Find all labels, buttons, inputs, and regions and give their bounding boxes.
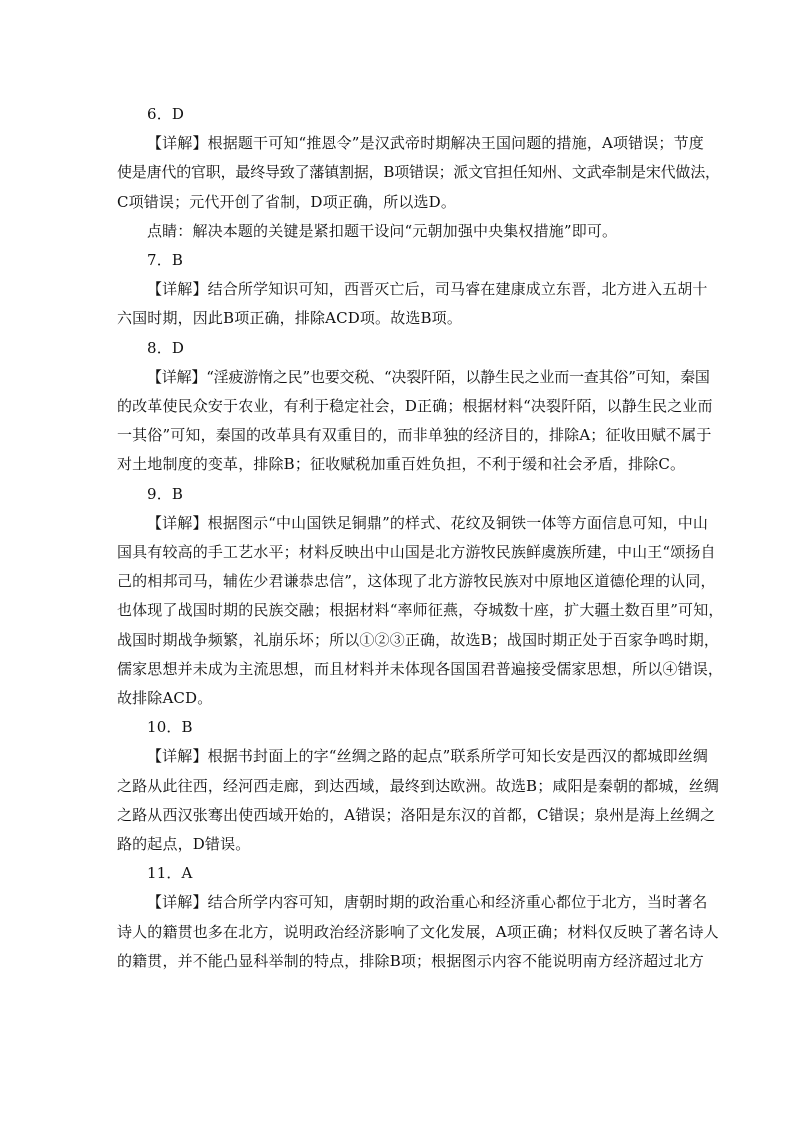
- explanation-line: 之路从此往西，经河西走廊，到达西域，最终到达欧洲。故选B；咸阳是秦朝的都城，丝绸: [117, 776, 720, 795]
- explanation-line: 己的相邦司马，辅佐少君谦恭忠信”，这体现了北方游牧民族对中原地区道德伦理的认同，: [117, 572, 716, 591]
- explanation-line: 的籍贯，并不能凸显科举制的特点，排除B项；根据图示内容不能说明南方经济超过北方: [117, 951, 704, 970]
- explanation-line: 国具有较高的手工艺水平；材料反映出中山国是北方游牧民族鲜虞族所建，中山王“颂扬自: [117, 543, 716, 562]
- explanation-line: 战国时期战争频繁，礼崩乐坏；所以①②③正确，故选B；战国时期正处于百家争鸣时期，: [117, 630, 720, 649]
- explanation-line: 六国时期，因此B项正确，排除ACD项。故选B项。: [117, 309, 462, 328]
- explanation-line: 一其俗”可知，秦国的改革具有双重目的，而非单独的经济目的，排除A；征收田赋不属于: [117, 426, 712, 445]
- explanation-line: 使是唐代的官职，最终导致了藩镇割据，B项错误；派文官担任知州、文武牵制是宋代做法，: [117, 163, 720, 182]
- explanation-line: 【详解】根据书封面上的字“丝绸之路的起点”联系所学可知长安是西汉的都城即丝绸: [147, 747, 709, 766]
- explanation-line: 对土地制度的变革，排除B；征收赋税加重百姓负担，不利于缓和社会矛盾，排除C。: [117, 455, 686, 474]
- answer-number: 9．B: [147, 484, 184, 503]
- explanation-line: C项错误；元代开创了省制，D项正确，所以选D。: [117, 192, 456, 211]
- answer-number: 8．D: [147, 338, 185, 357]
- explanation-line: 路的起点，D错误。: [117, 835, 251, 854]
- explanation-line: 的改革使民众安于农业，有利于稳定社会，D正确；根据材料“决裂阡陌，以静生民之业而: [117, 397, 713, 416]
- explanation-line: 故排除ACD。: [117, 689, 213, 708]
- note-line: 点睛：解决本题的关键是紧扣题干设问“元朝加强中央集权措施”即可。: [147, 221, 618, 240]
- answer-number: 11．A: [147, 864, 193, 883]
- answer-number: 10．B: [147, 718, 193, 737]
- explanation-line: 【详解】结合所学内容可知，唐朝时期的政治重心和经济重心都位于北方，当时著名: [147, 893, 708, 912]
- explanation-line: 也体现了战国时期的民族交融；根据材料“率师征燕，夺城数十座，扩大疆土数百里”可知，: [117, 601, 724, 620]
- explanation-line: 之路从西汉张骞出使西域开始的，A错误；洛阳是东汉的首都，C错误；泉州是海上丝绸之: [117, 805, 716, 824]
- explanation-line: 诗人的籍贯也多在北方，说明政治经济影响了文化发展，A项正确；材料仅反映了著名诗人: [117, 922, 719, 941]
- explanation-line: 儒家思想并未成为主流思想，而且材料并未体现各国国君普遍接受儒家思想，所以④错误，: [117, 659, 724, 678]
- answer-explanations: [117, 100, 724, 976]
- explanation-line: 【详解】结合所学知识可知，西晋灭亡后，司马睿在建康成立东晋，北方进入五胡十: [147, 280, 708, 299]
- explanation-line: 【详解】根据图示“中山国铁足铜鼎”的样式、花纹及铜铁一体等方面信息可知，中山: [147, 513, 709, 532]
- answer-number: 6．D: [147, 105, 185, 123]
- explanation-line: 【详解】“淫疲游惰之民”也要交税、“决裂阡陌，以静生民之业而一查其俗”可知，秦国: [147, 367, 710, 386]
- answer-number: 7．B: [147, 251, 184, 270]
- explanation-line: 【详解】根据题干可知“推恩令”是汉武帝时期解决王国问题的措施，A项错误；节度: [147, 134, 704, 153]
